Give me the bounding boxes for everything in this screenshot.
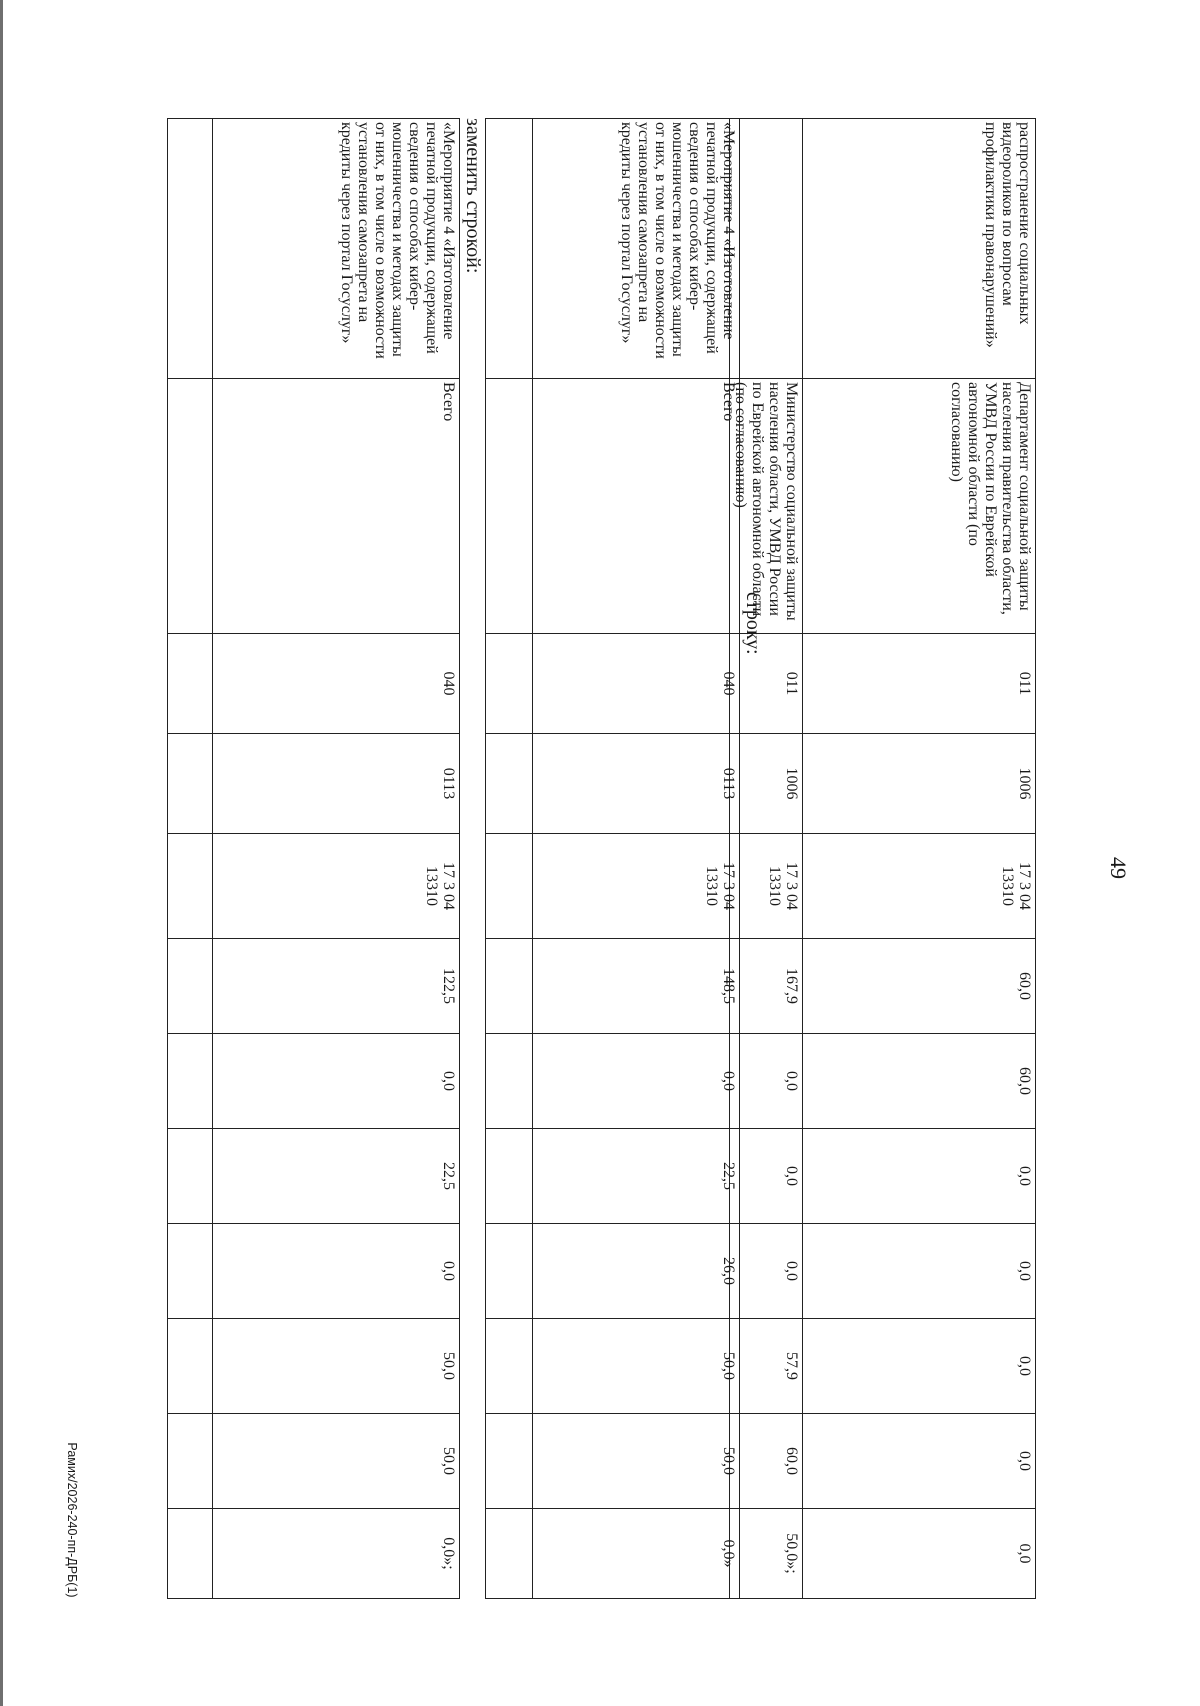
rzpr-cell: 0113 (533, 734, 740, 834)
grbs-cell: 011 (803, 634, 1036, 734)
table-previous-event (729, 118, 1036, 1599)
executor-cell: Всего (213, 379, 460, 634)
table-row-empty (486, 119, 533, 1599)
value-year-2: 0,0 (730, 1129, 803, 1224)
document-code: Рамих/2026-240-пп-ДРБ(1) (65, 1442, 79, 1598)
executor-cell: Департамент социальной защиты населения правительства области, УМВД России по Еврейской автономной области (по согласованию) (803, 379, 1036, 634)
event-name-cell: «Мероприятие 4 «Изготовление печатной продукции, содержащей сведения о способах кибер-мошенничества и методах защиты от них, в том числе о возможности установления самозапрета на кредиты через портал Госуслуг» (213, 119, 460, 379)
value-year-6: 0,0» (533, 1509, 740, 1599)
value-year-3: 26,0 (533, 1224, 740, 1319)
value-year-4: 57,9 (730, 1319, 803, 1414)
value-year-5: 50,0 (533, 1414, 740, 1509)
grbs-cell: 040 (533, 634, 740, 734)
value-total: 122,5 (213, 939, 460, 1034)
csr-line-2: 13310 (423, 866, 440, 906)
event-name-cell: распространение социальных видеороликов по вопросам профилактики правонарушений» (803, 119, 1036, 379)
csr-cell (213, 834, 460, 939)
csr-line-1: 17 3 04 (440, 862, 457, 910)
value-year-3: 0,0 (730, 1224, 803, 1319)
value-total: 148,5 (533, 939, 740, 1034)
table-row-empty (168, 119, 213, 1599)
rzpr-cell: 1006 (803, 734, 1036, 834)
value-year-5: 50,0 (213, 1414, 460, 1509)
csr-cell (533, 834, 740, 939)
rotated-sheet (168, 118, 1036, 1598)
value-year-6: 0,0 (803, 1509, 1036, 1599)
label-line: строку: (742, 592, 764, 655)
executor-cell: Всего (533, 379, 740, 634)
csr-line-2: 13310 (703, 866, 720, 906)
value-year-4: 50,0 (213, 1319, 460, 1414)
value-year-1: 60,0 (803, 1034, 1036, 1129)
scan-edge (0, 0, 3, 1706)
grbs-cell: 011 (730, 634, 803, 734)
csr-line-1: 17 3 04 (783, 862, 800, 910)
csr-cell (803, 834, 1036, 939)
value-total: 167,9 (730, 939, 803, 1034)
value-year-4: 0,0 (803, 1319, 1036, 1414)
executor-cell: Министерство социальной защиты населения области, УМВД России по Еврейской автономной области (по согласованию) (730, 379, 803, 634)
value-year-1: 0,0 (533, 1034, 740, 1129)
table-row (213, 119, 460, 1599)
value-year-1: 0,0 (730, 1034, 803, 1129)
value-year-1: 0,0 (213, 1034, 460, 1129)
table-old-line (485, 118, 740, 1599)
rzpr-cell: 0113 (213, 734, 460, 834)
value-year-2: 22,5 (213, 1129, 460, 1224)
csr-line-1: 17 3 04 (1016, 862, 1033, 910)
label-replace-with: заменить строкой: (462, 118, 484, 274)
value-year-5: 0,0 (803, 1414, 1036, 1509)
table-new-line (167, 118, 460, 1599)
table-row (803, 119, 1036, 1599)
value-year-4: 50,0 (533, 1319, 740, 1414)
event-name-cell: «Мероприятие 4 «Изготовление печатной продукции, содержащей сведения о способах кибер-мошенничества и методах защиты от них, в том числе о возможности установления самозапрета на кредиты через портал Госуслуг» (533, 119, 740, 379)
value-year-3: 0,0 (803, 1224, 1036, 1319)
csr-line-2: 13310 (999, 866, 1016, 906)
value-total: 60,0 (803, 939, 1036, 1034)
table-row (533, 119, 740, 1599)
value-year-6: 50,0»; (730, 1509, 803, 1599)
table-row (730, 119, 803, 1599)
value-year-2: 0,0 (803, 1129, 1036, 1224)
grbs-cell: 040 (213, 634, 460, 734)
value-year-2: 22,5 (533, 1129, 740, 1224)
csr-line-2: 13310 (766, 866, 783, 906)
csr-line-1: 17 3 04 (720, 862, 737, 910)
value-year-3: 0,0 (213, 1224, 460, 1319)
event-name-cell (730, 119, 803, 379)
value-year-6: 0,0»; (213, 1509, 460, 1599)
csr-cell (730, 834, 803, 939)
rzpr-cell: 1006 (730, 734, 803, 834)
value-year-5: 60,0 (730, 1414, 803, 1509)
page-number: 49 (1106, 857, 1131, 879)
